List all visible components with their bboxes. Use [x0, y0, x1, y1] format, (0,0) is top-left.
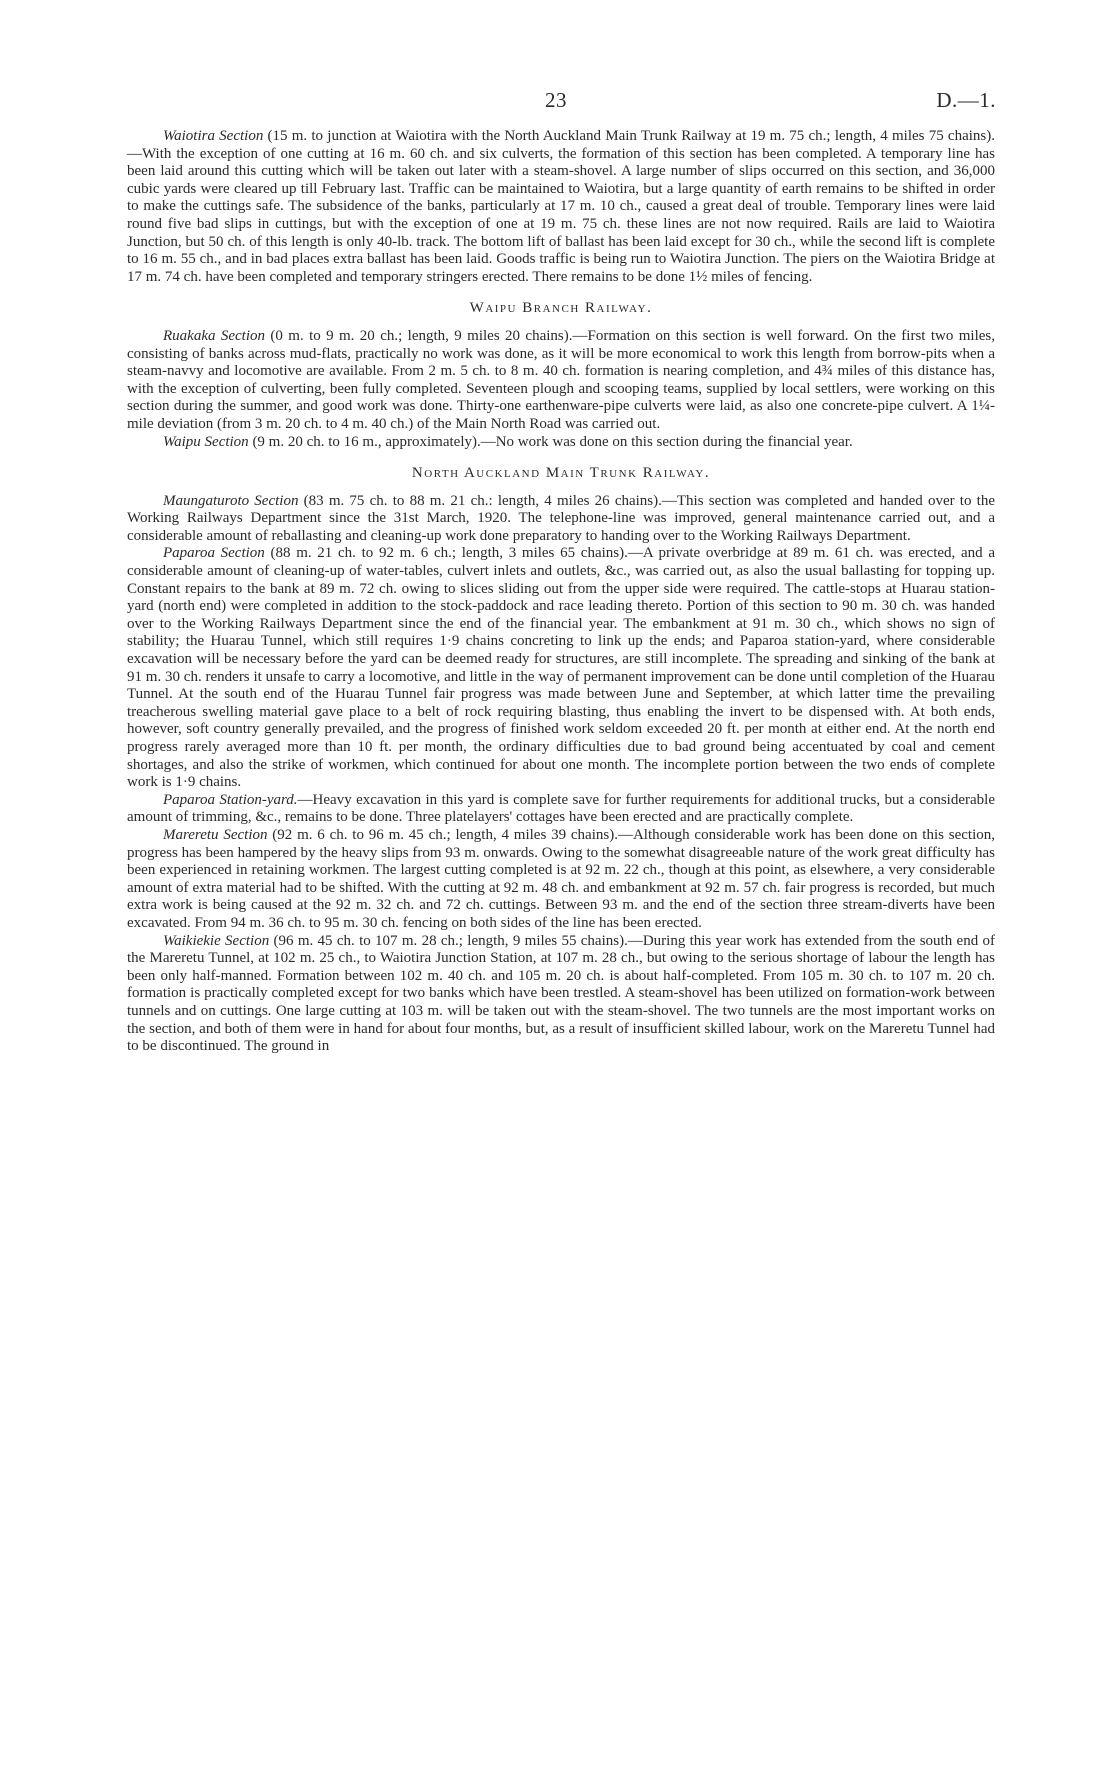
paragraph-paparoa-section [127, 545, 995, 791]
section-name: Waiotira Section [163, 128, 264, 144]
paragraph-text: (15 m. to junction at Waiotira with the North Auckland Main Trunk Railway at 19 m. 75 ch.; length, 4 miles 75 chains).—With the exception of one cutting at 16 m. 60 ch. and six culverts, the formation of this section has been completed. A temporary line has been laid around this cutting which will be taken out later with a steam-shovel. A large number of slips occurred on this section, and 36,000 cubic yards were cleared up till February last. Traffic can be maintained to Waiotira, but a large quantity of earth remains to be shifted in order to make the cuttings safe. The subsidence of the banks, particularly at 17 m. 10 ch., caused a great deal of trouble. Temporary lines were laid round five bad slips in cuttings, but with the exception of one at 19 m. 75 ch. these lines are not now required. Rails are laid to Waiotira Junction, but 50 ch. of this length is only 40-lb. track. The bottom lift of ballast has been laid except for 30 ch., while the second lift is complete to 16 m. 55 ch., and in bad places extra ballast has been laid. Goods traffic is being run to Waiotira Junction. The piers on the Waiotira Bridge at 17 m. 74 ch. have been completed and temporary stringers erected. There remains to be done 1½ miles of fencing. [127, 128, 995, 285]
page-header [0, 88, 1114, 118]
paragraph-text: (0 m. to 9 m. 20 ch.; length, 9 miles 20 chains).—Formation on this section is well forward. On the first two miles, consisting of banks across mud-flats, practically no work was done, as it will be more economical to work this length from borrow-pits when a steam-navvy and locomotive are available. From 2 m. 5 ch. to 8 m. 40 ch. formation is nearing completion, and 4¾ miles of this distance has, with the exception of culverting, been fully completed. Seventeen plough and scooping teams, supplied by local settlers, were working on this section during the summer, and good work was done. Thirty-one earthenware-pipe culverts were laid, as also one concrete-pipe culvert. A 1¼-mile deviation (from 3 m. 20 ch. to 4 m. 40 ch.) of the Main North Road was carried out. [127, 327, 995, 432]
paragraph-paparoa-station-yard [127, 792, 995, 827]
heading-north-auckland-main-trunk-railway: North Auckland Main Trunk Railway. [411, 465, 711, 482]
paragraph-text: (88 m. 21 ch. to 92 m. 6 ch.; length, 3 miles 65 chains).—A private overbridge at 89 m. 61 ch. was erected, and a considerable amount of cleaning-up of water-tables, culvert inlets and outlets, &c., was carried out, as also the usual ballasting for topping up. Constant repairs to the bank at 89 m. 72 ch. owing to slices sliding out from the upper side were required. The cattle-stops at Huarau station-yard (north end) were completed in addition to the stock-paddock and race leading thereto. Portion of this section to 90 m. 30 ch. was handed over to the Working Railways Department since the end of the financial year. The embankment at 91 m. 30 ch., which shows no sign of stability; the Huarau Tunnel, which still requires 1·9 chains concreting to link up the ends; and Paparoa station-yard, where considerable excavation will be necessary before the yard can be deemed ready for structures, are still incomplete. The spreading and sinking of the bank at 91 m. 30 ch. renders it unsafe to carry a locomotive, and little in the way of permanent improvement can be done until completion of the Huarau Tunnel. At the south end of the Huarau Tunnel fair progress was made between June and September, at which latter time the prevailing treacherous swelling material gave place to a belt of rock requiring blasting, thus enabling the invert to be dispensed with. At both ends, however, soft country generally prevailed, and the progress of finished work seldom exceeded 20 ft. per month at either end. At the north end progress rarely averaged more than 10 ft. per month, the ordinary difficulties due to bad ground being accentuated by coal and cement shortages, and also the strike of workmen, which continued for about one month. The incomplete portion between the two ends of complete work is 1·9 chains. [127, 545, 996, 791]
paragraph-ruakaka-section [127, 328, 995, 434]
section-name: Ruakaka Section [163, 327, 266, 344]
section-name: Waipu Section [163, 433, 249, 450]
paragraph-text: (9 m. 20 ch. to 16 m., approximately).—No work was done on this section during the financial year. [248, 433, 853, 450]
paragraph-text: (96 m. 45 ch. to 107 m. 28 ch.; length, 9 miles 55 chains).—During this year work has extended from the south end of the Mareretu Tunnel, at 102 m. 25 ch., to Waiotira Junction Station, at 107 m. 28 ch., but owing to the serious shortage of labour the length has been only half-manned. Formation between 102 m. 40 ch. and 105 m. 20 ch. is about half-completed. From 105 m. 30 ch. to 107 m. 20 ch. formation is practically completed except for two banks which have been trestled. A steam-shovel has been utilized on formation-work between tunnels and on cuttings. One large cutting at 103 m. will be taken out with the steam-shovel. The two tunnels are the most important works on the section, and both of them were in hand for about four months, but, as a result of insufficient skilled labour, work on the Mareretu Tunnel had to be discontinued. The ground in [127, 932, 995, 1055]
section-name: Paparoa Station-yard. [163, 791, 298, 808]
page-number: 23 [545, 88, 567, 112]
paragraph-maungaturoto-section [127, 493, 995, 546]
document-reference: D.—1. [936, 88, 996, 112]
paragraph-text: —Heavy excavation in this yard is complete save for further requirements for additional trucks, but a considerable amount of trimming, &c., remains to be done. Three platelayers' cottages have been erected and are practically complete. [127, 791, 995, 826]
document-body [127, 128, 995, 1056]
section-name: Maungaturoto Section [163, 492, 299, 509]
paragraph-waipu-section [127, 434, 995, 452]
section-name: Mareretu Section [163, 826, 268, 843]
paragraph-waikiekie-section [127, 933, 995, 1056]
section-name: Waikiekie Section [163, 932, 270, 949]
section-name: Paparoa Section [163, 545, 265, 562]
paragraph-mareretu-section [127, 827, 995, 933]
paragraph-waiotira-section [127, 128, 995, 286]
paragraph-text: (83 m. 75 ch. to 88 m. 21 ch.: length, 4 miles 26 chains).—This section was completed and handed over to the Working Railways Department since the 31st March, 1920. The telephone-line was improved, general maintenance carried out, and a considerable amount of reballasting and cleaning-up work done preparatory to handing over to the Working Railways Department. [127, 492, 995, 544]
paragraph-text: (92 m. 6 ch. to 96 m. 45 ch.; length, 4 miles 39 chains).—Although considerable work has been done on this section, progress has been hampered by the heavy slips from 93 m. onwards. Owing to the somewhat disagreeable nature of the work great difficulty has been experienced in retaining workmen. The largest cutting completed is at 92 m. 22 ch., though at this point, as elsewhere, a very considerable amount of extra material had to be shifted. With the cutting at 92 m. 48 ch. and embankment at 92 m. 57 ch. fair progress is recorded, but much extra work is being caused at the 92 m. 32 ch. and 72 ch. cuttings. Between 93 m. and the end of the section three stream-diverts have been excavated. From 94 m. 36 ch. to 95 m. 30 ch. fencing on both sides of the line has been erected. [127, 826, 995, 931]
heading-waipu-branch-railway: Waipu Branch Railway. [469, 300, 653, 317]
